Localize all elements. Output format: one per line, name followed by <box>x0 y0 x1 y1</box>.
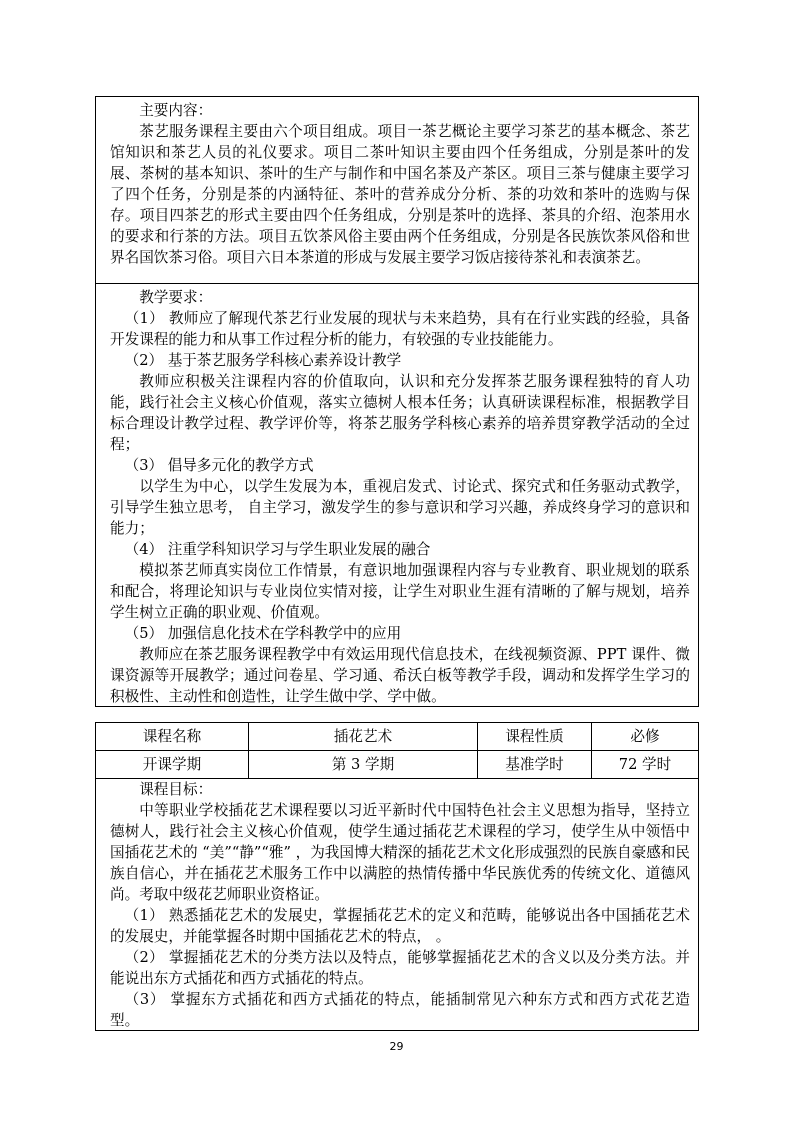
course-name-label: 课程名称 <box>96 723 249 750</box>
term-value: 第 3 学期 <box>249 751 478 778</box>
term-label: 开课学期 <box>96 751 249 778</box>
requirements-heading: 教学要求： <box>139 289 213 306</box>
requirement-4-title: （4） 注重学科知识学习与学生职业发展的融合 <box>124 541 431 558</box>
table-row-term <box>96 751 698 779</box>
requirement-2-title: （2） 基于茶艺服务学科核心素养设计教学 <box>124 352 402 369</box>
requirement-1: （1） 教师应了解现代茶艺行业发展的现状与未来趋势，具有在行业实践的经验，具备开发课程的能力和从事工作过程分析的能力，有较强的专业技能能力。 <box>110 310 690 348</box>
requirement-3-text: 以学生为中心，以学生发展为本，重视启发式、讨论式、探究式和任务驱动式教学，引导学生独立思考， 自主学习，激发学生的参与意识和学习兴趣，养成终身学习的意识和能力； <box>110 478 690 537</box>
goal-3: （3） 掌握东方式插花和西方式插花的特点，能插制常见六种东方式和西方式花艺造型。 <box>110 991 690 1029</box>
goals-heading: 课程目标： <box>139 781 213 798</box>
goal-2: （2） 掌握插花艺术的分类方法以及特点，能够掌握插花艺术的含义以及分类方法。并能说出东方式插花和西方式插花的特点。 <box>110 949 690 987</box>
course-name-value: 插花艺术 <box>249 723 478 750</box>
course-info-table <box>95 722 699 1031</box>
goal-1: （1） 熟悉插花艺术的发展史，掌握插花艺术的定义和范畴，能够说出各中国插花艺术的发展史，并能掌握各时期中国插花艺术的特点， 。 <box>110 907 690 945</box>
requirement-2-text: 教师应积极关注课程内容的价值取向，认识和充分发挥茶艺服务课程独特的育人功能，践行社会主义核心价值观，落实立德树人根本任务；认真研读课程标准，根据教学目标合理设计教学过程、教学评价等，将茶艺服务学科核心素养的培养贯穿教学活动的全过程； <box>110 373 690 453</box>
main-content-paragraph: 茶艺服务课程主要由六个项目组成。项目一茶艺概论主要学习茶艺的基本概念、茶艺馆知识和茶艺人员的礼仪要求。项目二茶叶知识主要由四个任务组成，分别是茶叶的发展、茶树的基本知识、茶叶的生产与制作和中国名茶及产茶区。项目三茶与健康主要学习了四个任务，分别是茶的内涵特征、茶叶的营养成分分析、茶的功效和茶叶的选购与保存。项目四茶艺的形式主要由四个任务组成，分别是茶叶的选择、茶具的介绍、泡茶用水的要求和行茶的方法。项目五饮茶风俗主要由两个任务组成，分别是各民族饮茶风俗和世界名国饮茶习俗。项目六日本茶道的形成与发展主要学习饭店接待茶礼和表演茶艺。 <box>110 123 690 266</box>
course-nature-label: 课程性质 <box>478 723 592 750</box>
page-number: 29 <box>389 1040 404 1053</box>
hours-label: 基准学时 <box>478 751 592 778</box>
main-content-cell <box>96 97 698 284</box>
main-content-heading: 主要内容： <box>139 102 213 119</box>
course-nature-value: 必修 <box>630 728 660 745</box>
goals-paragraph: 中等职业学校插花艺术课程要以习近平新时代中国特色社会主义思想为指导，坚持立德树人，践行社会主义核心价值观，使学生通过插花艺术课程的学习，使学生从中领悟中国插花艺术的 “美”“静”“雅” ，为我国博大精深的插花艺术文化形成强烈的民族自豪感和民族自信心，并在插花艺术服务工作中以满腔的热情传播中华民族优秀的传统文化、道德风尚。考取中级花艺师职业资格证。 <box>110 802 690 903</box>
course-goals-cell <box>96 779 698 1030</box>
requirement-4-text: 模拟茶艺师真实岗位工作情景，有意识地加强课程内容与专业教育、职业规划的联系和配合，将理论知识与专业岗位实情对接，让学生对职业生涯有清晰的了解与规划，培养学生树立正确的职业观、价值观。 <box>110 562 690 621</box>
requirement-5-title: （5） 加强信息化技术在学科教学中的应用 <box>124 625 402 642</box>
teaching-content-table <box>95 96 699 707</box>
teaching-requirements-cell <box>96 284 698 706</box>
table-row-course-name <box>96 723 698 751</box>
hours-value: 72 学时 <box>618 756 672 773</box>
requirement-3-title: （3） 倡导多元化的教学方式 <box>124 457 314 474</box>
requirement-5-text: 教师应在茶艺服务课程教学中有效运用现代信息技术，在线视频资源、PPT 课件、微课资源等开展教学；通过问卷星、学习通、希沃白板等教学手段，调动和发挥学生学习的积极性、主动性和创造性，让学生做中学、学中做。 <box>110 646 690 705</box>
